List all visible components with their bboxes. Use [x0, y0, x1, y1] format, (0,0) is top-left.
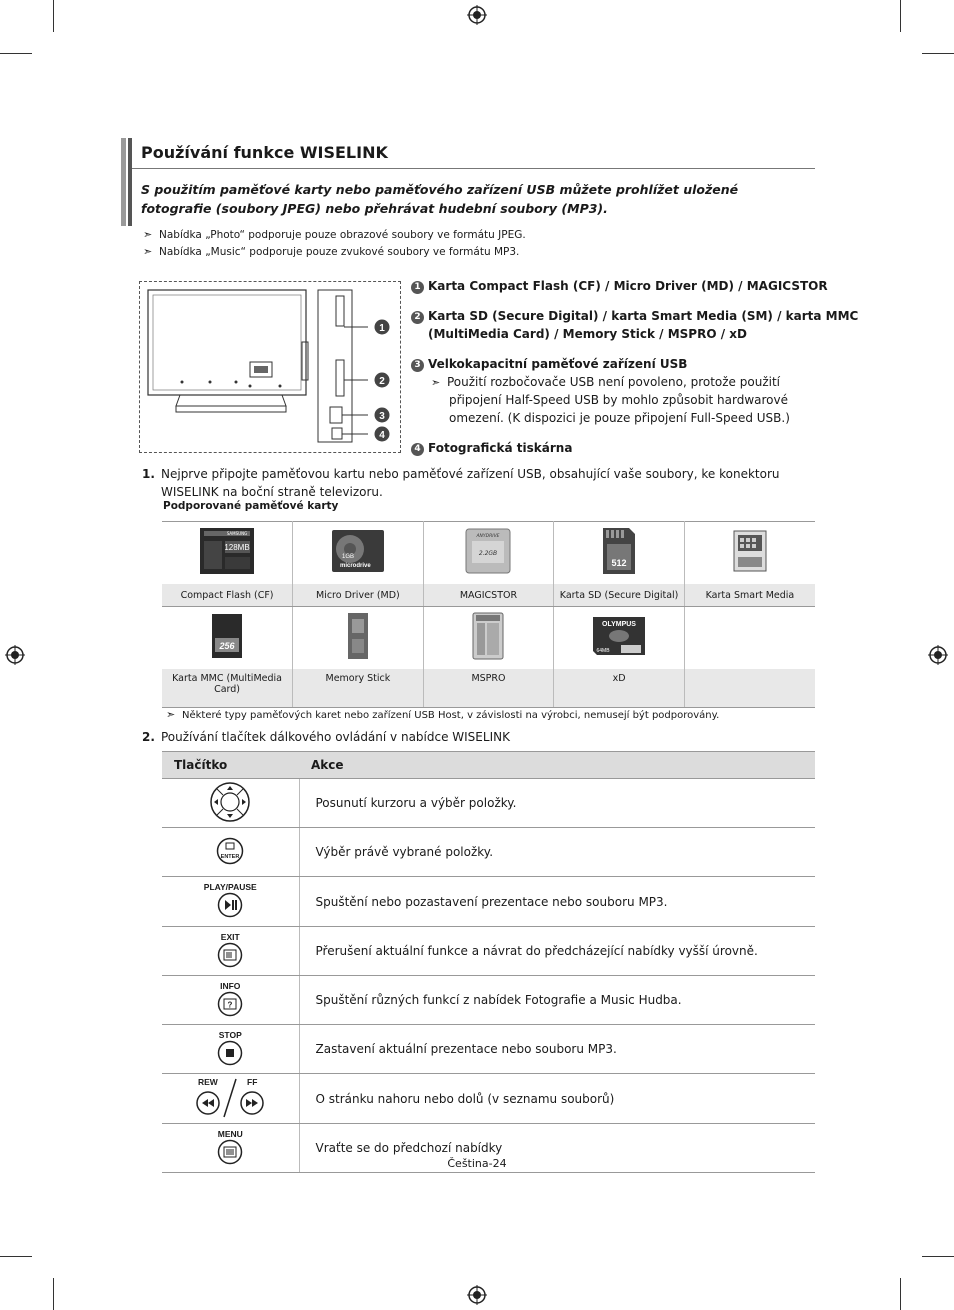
exit-icon	[217, 942, 243, 968]
registration-mark-icon	[928, 645, 948, 665]
slot-item-1: 1 Karta Compact Flash (CF) / Micro Driver (MD) / MAGICSTOR	[411, 277, 828, 295]
stop-button-cell	[162, 1025, 299, 1074]
svg-text:4: 4	[379, 430, 385, 441]
title-divider	[132, 168, 815, 169]
exit-button-cell	[162, 927, 299, 976]
info-icon	[217, 991, 243, 1017]
cards-note: ➣ Některé typy paměťových karet nebo zařízení USB Host, v závislosti na výrobci, nemusejí být podporovány.	[166, 708, 720, 721]
note-photo: ➣ Nabídka „Photo“ podporuje pouze obrazové soubory ve formátu JPEG.	[143, 228, 526, 241]
slot-item-2-line2: (MultiMedia Card) / Memory Stick / MSPRO / xD	[428, 327, 747, 341]
smartmedia-card-image	[684, 522, 815, 585]
rew-ff-button-cell	[162, 1074, 299, 1124]
slot-item-3: 3 Velkokapacitní paměťové zařízení USB	[411, 355, 687, 373]
slot-item-3-note-line3: omezení. (K dispozici je pouze připojení Full-Speed USB.)	[449, 411, 790, 425]
mmc-card-image	[162, 607, 293, 670]
step-number: 2.	[142, 730, 155, 744]
enter-label: ENTER	[220, 853, 240, 860]
registration-mark-icon	[5, 645, 25, 665]
action-text: O stránku nahoru nebo dolů (v seznamu souborů)	[299, 1074, 815, 1124]
stop-icon	[217, 1040, 243, 1066]
note-arrow-icon: ➣	[431, 376, 441, 389]
number-badge: 3	[411, 359, 424, 372]
number-badge: 4	[411, 443, 424, 456]
note-music: ➣ Nabídka „Music“ podporuje pouze zvukové soubory ve formátu MP3.	[143, 245, 520, 258]
crop-mark	[922, 1256, 954, 1257]
crop-mark	[900, 0, 901, 32]
action-text: Přerušení aktuální funkce a návrat do předcházející nabídky vyšší úrovně.	[299, 927, 815, 976]
mag-name-text: ANYDRIVE	[476, 534, 501, 539]
step2-text: Používání tlačítek dálkového ovládání v nabídce WISELINK	[161, 730, 510, 744]
mspro-card-image	[423, 607, 554, 670]
md-card-image	[293, 522, 424, 585]
card-label	[684, 669, 815, 708]
rew-label: REW	[198, 1077, 219, 1087]
cards-table-title: Podporované paměťové karty	[163, 500, 339, 512]
registration-mark-icon	[467, 1285, 487, 1305]
svg-text:3: 3	[379, 411, 385, 422]
mag-size-text: 2.2GB	[479, 550, 498, 557]
slot-item-3-note-line2: připojení Half-Speed USB by mohlo způsobit hardwarové	[449, 393, 789, 407]
action-text: Posunutí kurzoru a výběr položky.	[299, 779, 815, 828]
page-footer: Čeština-24	[447, 1157, 507, 1170]
card-label: Compact Flash (CF)	[162, 584, 293, 607]
svg-text:2: 2	[379, 376, 385, 387]
magicstor-card-image	[423, 522, 554, 585]
enter-icon	[216, 837, 244, 865]
info-button-cell	[162, 976, 299, 1025]
page-title: Používání funkce WISELINK	[141, 143, 388, 162]
action-text: Spuštění různých funkcí z nabídek Fotografie a Music Hudba.	[299, 976, 815, 1025]
sd-card-image	[554, 522, 685, 585]
note-arrow-icon: ➣	[143, 245, 153, 258]
xd-size-text: 64MB	[596, 648, 610, 654]
crop-mark	[0, 53, 32, 54]
rew-ff-icon	[192, 1075, 268, 1119]
card-label: Karta Smart Media	[684, 584, 815, 607]
step1-text-line2: WISELINK na boční straně televizoru.	[161, 485, 383, 499]
remote-buttons-table	[162, 751, 815, 1173]
cf-card-image	[162, 522, 293, 585]
card-label: Memory Stick	[293, 669, 424, 708]
crop-mark	[0, 1256, 32, 1257]
svg-text:?: ?	[227, 1000, 233, 1009]
card-label: Micro Driver (MD)	[293, 584, 424, 607]
stop-label: STOP	[218, 1029, 242, 1040]
md-name-text: microdrive	[339, 563, 371, 569]
ff-label: FF	[247, 1077, 258, 1087]
slot-item-4: 4 Fotografická tiskárna	[411, 439, 572, 457]
crop-mark	[922, 53, 954, 54]
action-text: Výběr právě vybrané položky.	[299, 828, 815, 877]
menu-label: MENU	[217, 1128, 243, 1139]
sd-size-text: 512	[611, 558, 627, 568]
exit-label: EXIT	[220, 931, 240, 942]
slot-item-2: 2 Karta SD (Secure Digital) / karta Smart Media (SM) / karta MMC	[411, 307, 858, 325]
note-arrow-icon: ➣	[143, 228, 153, 241]
enter-button-cell	[162, 828, 299, 877]
info-label: INFO	[220, 980, 241, 991]
action-text: Vraťte se do předchozí nabídky	[299, 1124, 815, 1173]
column-header-button: Tlačítko	[162, 752, 299, 779]
intro-text: S použitím paměťové karty nebo paměťového zařízení USB můžete prohlížet uložené fotografie (soubory JPEG) nebo přehrávat hudební soubory (MP3).	[141, 182, 739, 216]
dpad-button-cell	[162, 779, 299, 828]
column-header-action: Akce	[299, 752, 815, 779]
empty-cell	[684, 607, 815, 670]
slot-item-3-note: ➣ Použití rozbočovače USB není povoleno, protože použití	[431, 373, 780, 392]
action-text: Zastavení aktuální prezentace nebo souboru MP3.	[299, 1025, 815, 1074]
number-badge: 2	[411, 311, 424, 324]
card-label: xD	[554, 669, 685, 708]
cf-size-text: 128MB	[224, 543, 250, 552]
tv-side-diagram	[139, 281, 401, 453]
card-label: MAGICSTOR	[423, 584, 554, 607]
tv-illustration	[140, 282, 400, 452]
crop-mark	[53, 1278, 54, 1310]
registration-mark-icon	[467, 5, 487, 25]
play-pause-label: PLAY/PAUSE	[203, 882, 257, 892]
play-pause-button-cell	[162, 877, 299, 927]
mmc-size-text: 256	[219, 641, 235, 651]
play-pause-icon	[217, 892, 243, 918]
step1-text: Nejprve připojte paměťovou kartu nebo paměťové zařízení USB, obsahující vaše soubory, ke konektoru	[161, 467, 780, 481]
crop-mark	[900, 1278, 901, 1310]
dpad-icon	[209, 781, 251, 823]
memory-cards-table	[162, 521, 815, 708]
title-accent-bar	[121, 138, 126, 226]
title-accent-bar	[128, 138, 132, 226]
card-label: Karta SD (Secure Digital)	[554, 584, 685, 607]
note-arrow-icon: ➣	[166, 708, 176, 721]
crop-mark	[53, 0, 54, 32]
card-label: MSPRO	[423, 669, 554, 708]
md-size-text: 1GB	[341, 554, 354, 560]
xd-card-image	[554, 607, 685, 670]
action-text: Spuštění nebo pozastavení prezentace nebo souboru MP3.	[299, 877, 815, 927]
card-label: Karta MMC (MultiMedia Card)	[162, 669, 293, 708]
xd-brand-text: OLYMPUS	[602, 621, 637, 628]
svg-text:1: 1	[379, 323, 385, 334]
memorystick-card-image	[293, 607, 424, 670]
cf-brand-text: SAMSUNG	[226, 531, 248, 536]
step-number: 1.	[142, 467, 155, 481]
number-badge: 1	[411, 281, 424, 294]
